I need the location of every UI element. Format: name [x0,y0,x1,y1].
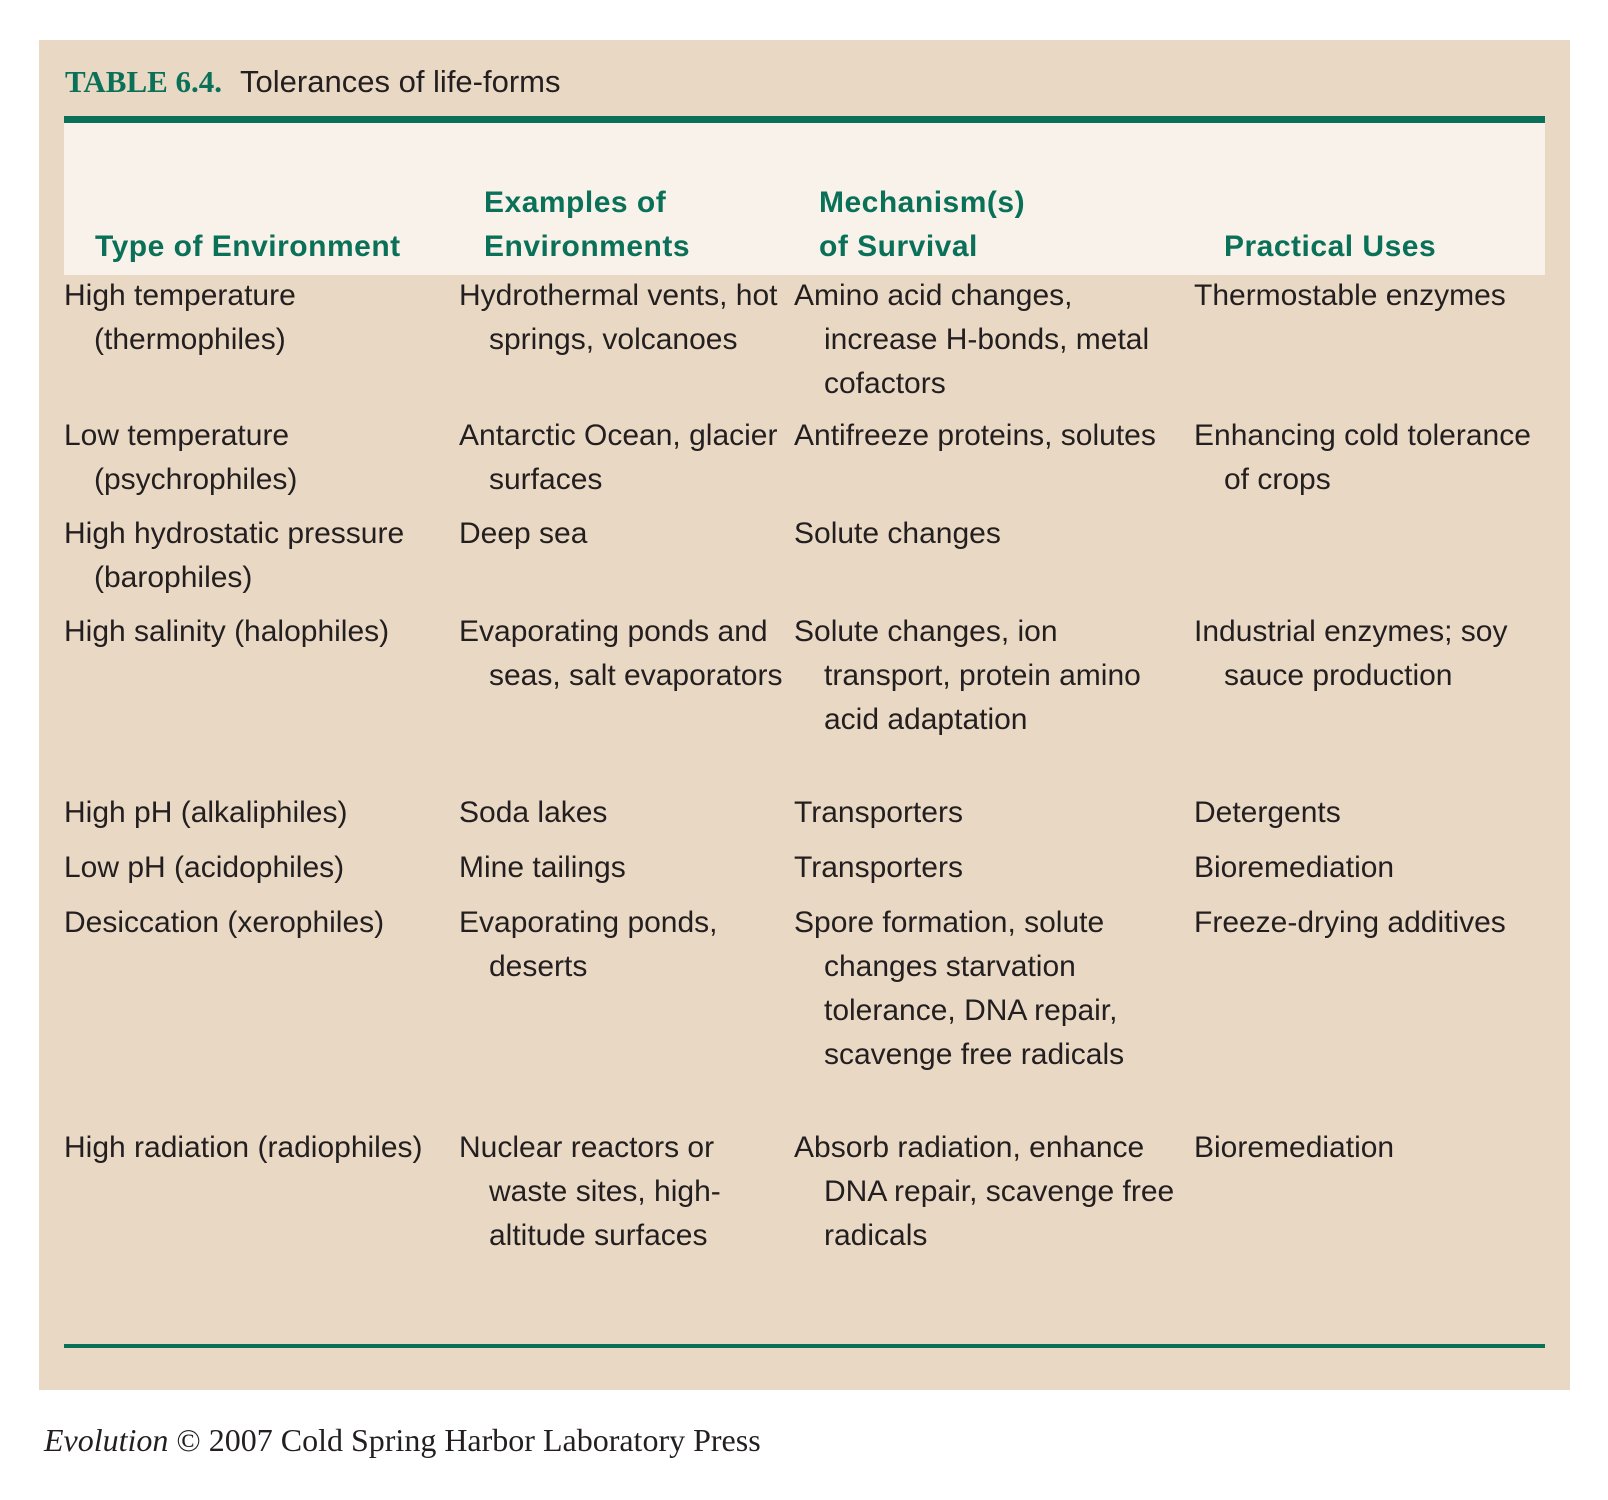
cell-mechanisms: Solute changes [794,517,1001,550]
header-type-of-environment: Type of Environment [95,230,401,263]
cell-uses: Bioremediation [1194,1131,1395,1164]
cell-type: Desiccation (xerophiles) [64,906,385,939]
cell-type: High radiation (radiophiles) [64,1131,423,1164]
cell-examples: Evaporating ponds and seas, salt evaporators [459,615,783,692]
cell-mechanisms: Transporters [794,851,963,884]
cell-examples: Evaporating ponds, deserts [459,906,718,983]
cell-type: Low pH (acidophiles) [64,851,345,884]
cell-type: High temperature (thermophiles) [64,279,296,356]
header-mechanisms-line-2: of Survival [819,230,978,263]
cell-uses: Bioremediation [1194,851,1395,884]
cell-type: High hydrostatic pressure (barophiles) [64,517,405,594]
top-rule [64,116,1545,123]
cell-mechanisms: Spore formation, solute changes starvation tolerance, DNA repair, scavenge free radicals [794,906,1125,1071]
table-header [64,123,1545,275]
cell-uses: Detergents [1194,796,1341,829]
table-label: TABLE 6.4. [65,64,223,99]
cell-examples: Hydrothermal vents, hot springs, volcanoes [459,279,778,356]
header-examples-of-environments [484,181,690,269]
cell-type: Low temperature (psychrophiles) [64,419,298,496]
bottom-rule [64,1344,1545,1348]
cell-uses: Enhancing cold tolerance of crops [1194,419,1531,496]
header-examples-line-1: Examples of [484,186,667,219]
cell-examples: Nuclear reactors or waste sites, high-altitude surfaces [459,1131,721,1252]
cell-mechanisms: Amino acid changes, increase H-bonds, metal cofactors [794,279,1150,400]
credit-publisher: © 2007 Cold Spring Harbor Laboratory Press [168,1422,761,1458]
cell-examples: Antarctic Ocean, glacier surfaces [459,419,778,496]
header-practical-uses: Practical Uses [1224,230,1437,263]
cell-mechanisms: Absorb radiation, enhance DNA repair, scavenge free radicals [794,1131,1175,1252]
cell-type: High salinity (halophiles) [64,615,390,648]
cell-mechanisms: Solute changes, ion transport, protein amino acid adaptation [794,615,1141,736]
header-mechanisms-line-1: Mechanism(s) [819,186,1026,219]
credit-book-title: Evolution [44,1422,169,1458]
cell-uses: Thermostable enzymes [1194,279,1506,312]
header-mechanisms-of-survival [819,181,1025,269]
table-panel [39,40,1570,1390]
cell-examples: Soda lakes [459,796,608,829]
cell-uses: Industrial enzymes; soy sauce production [1194,615,1508,692]
cell-uses: Freeze-drying additives [1194,906,1506,939]
header-examples-line-2: Environments [484,230,691,263]
cell-examples: Deep sea [459,517,588,550]
table-title [65,64,561,100]
cell-type: High pH (alkaliphiles) [64,796,348,829]
copyright-credit [44,1422,761,1459]
cell-examples: Mine tailings [459,851,626,884]
cell-mechanisms: Transporters [794,796,963,829]
cell-mechanisms: Antifreeze proteins, solutes [794,419,1156,452]
table-caption: Tolerances of life-forms [240,64,561,99]
